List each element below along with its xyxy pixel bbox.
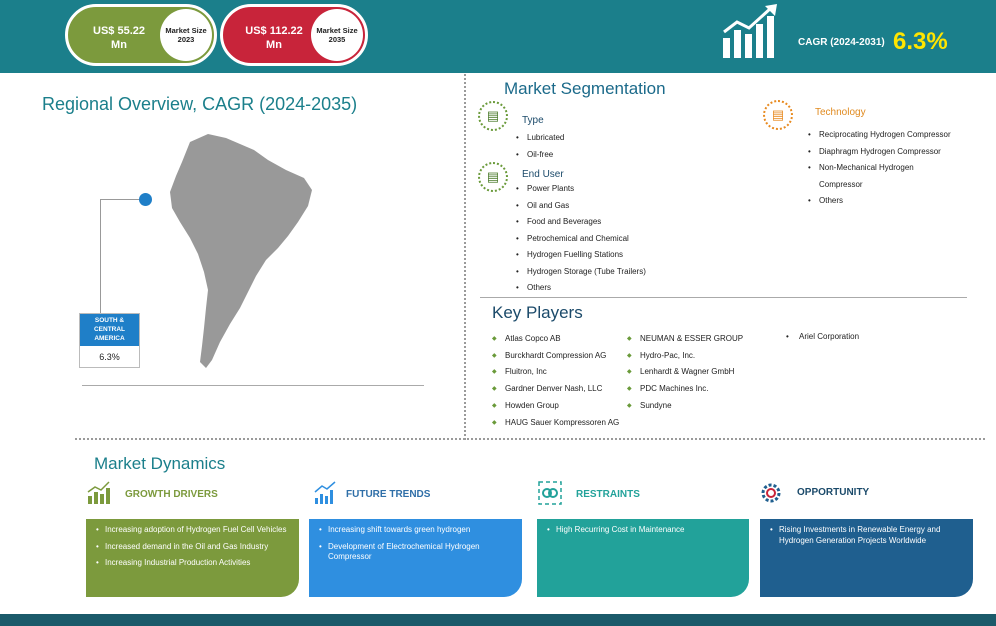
list-item: • Petrochemical and Chemical [516, 231, 646, 248]
key-players-col1 [492, 331, 619, 431]
market-size-2023-pill [65, 4, 217, 66]
market-size-2035-value: US$ 112.22 Mn [245, 25, 303, 51]
broken-link-icon [537, 480, 563, 506]
key-players-title: Key Players [492, 303, 583, 322]
region-connector-horizontal [100, 199, 142, 200]
segment-end-user-label: End User [522, 169, 564, 180]
growth-drivers-heading: GROWTH DRIVERS [125, 489, 218, 500]
market-size-2035-pill [220, 4, 368, 66]
list-item: ◆ Fluitron, Inc [492, 364, 619, 381]
list-item: • Hydrogen Storage (Tube Trailers) [516, 264, 646, 281]
vertical-dotted-divider [464, 74, 466, 440]
opportunity-card [760, 519, 973, 597]
segmentation-title: Market Segmentation [504, 79, 666, 98]
bar-chart-icon [86, 480, 112, 506]
region-marker [139, 193, 152, 206]
list-item: ◆ NEUMAN & ESSER GROUP [627, 331, 743, 348]
region-connector-vertical [100, 199, 101, 319]
list-item: ◆ Sundyne [627, 398, 743, 415]
list-item: • Oil-free [516, 147, 564, 164]
list-item: • Increasing Industrial Production Activities [96, 558, 289, 569]
list-item: ◆ Lenhardt & Wagner GmbH [627, 364, 743, 381]
list-item: ◆ Gardner Denver Nash, LLC [492, 381, 619, 398]
list-item: • Lubricated [516, 130, 564, 147]
trend-chart-icon [312, 480, 338, 506]
list-item: • Hydrogen Fuelling Stations [516, 247, 646, 264]
segmentation-divider [480, 297, 967, 298]
document-chart-icon: ▤ [763, 100, 793, 130]
market-size-2035-label: Market Size 2035 [311, 9, 363, 61]
future-trends-card [309, 519, 522, 597]
list-item: ◆ Burckhardt Compression AG [492, 348, 619, 365]
horizontal-dotted-divider [75, 438, 985, 440]
list-item: ◆ Howden Group [492, 398, 619, 415]
segment-technology-label: Technology [815, 107, 866, 118]
list-item: ◆ Atlas Copco AB [492, 331, 619, 348]
cagr-label: CAGR (2024-2031) [798, 37, 885, 48]
region-divider [82, 385, 424, 386]
regional-overview-title: Regional Overview, CAGR (2024-2035) [42, 94, 358, 114]
restraints-heading: RESTRAINTS [576, 489, 640, 500]
segment-type-list [516, 130, 564, 163]
list-item: ◆ HAUG Sauer Kompressoren AG [492, 415, 619, 432]
document-chart-icon: ▤ [478, 162, 508, 192]
market-dynamics-title: Market Dynamics [94, 454, 226, 473]
list-item: • Others [516, 280, 646, 297]
list-item: • Reciprocating Hydrogen Compressor [808, 127, 968, 144]
cagr-value: 6.3% [893, 28, 948, 55]
list-item: • Increasing shift towards green hydrogen [319, 525, 512, 536]
list-item: • Food and Beverages [516, 214, 646, 231]
list-item: • Increased demand in the Oil and Gas Industry [96, 542, 289, 553]
region-callout [79, 313, 140, 368]
opportunity-heading: OPPORTUNITY [797, 487, 870, 498]
list-item: • Others [808, 193, 968, 210]
list-item: • Oil and Gas [516, 198, 646, 215]
market-size-2023-label: Market Size 2023 [160, 9, 212, 61]
market-size-2023-value: US$ 55.22 Mn [93, 25, 145, 51]
list-item: • Non-Mechanical Hydrogen Compressor [808, 160, 928, 193]
list-item: • Power Plants [516, 181, 646, 198]
list-item: • Increasing adoption of Hydrogen Fuel Cell Vehicles [96, 525, 289, 536]
list-item: ◆ PDC Machines Inc. [627, 381, 743, 398]
segment-type-label: Type [522, 115, 544, 126]
growth-drivers-card [86, 519, 299, 597]
region-cagr: 6.3% [99, 352, 120, 362]
restraints-card [537, 519, 749, 597]
region-name: SOUTH & CENTRAL AMERICA [80, 314, 139, 346]
growth-chart-icon [721, 4, 779, 60]
list-item: • Diaphragm Hydrogen Compressor [808, 144, 968, 161]
gear-icon [758, 480, 784, 506]
document-chart-icon: ▤ [478, 101, 508, 131]
list-item: • Development of Electrochemical Hydrogen Compressor [319, 542, 512, 563]
list-item: ◆ Hydro-Pac, Inc. [627, 348, 743, 365]
key-players-col3 [786, 329, 859, 346]
south-america-map [168, 130, 314, 370]
segment-end-user-list [516, 181, 646, 297]
future-trends-heading: FUTURE TRENDS [346, 489, 431, 500]
list-item: • Ariel Corporation [786, 329, 859, 346]
list-item: • Rising Investments in Renewable Energy and Hydrogen Generation Projects Worldwide [770, 525, 963, 546]
footer-bar [0, 614, 996, 626]
list-item: • High Recurring Cost in Maintenance [547, 525, 739, 536]
key-players-col2 [627, 331, 743, 415]
segment-technology-list [808, 127, 968, 210]
